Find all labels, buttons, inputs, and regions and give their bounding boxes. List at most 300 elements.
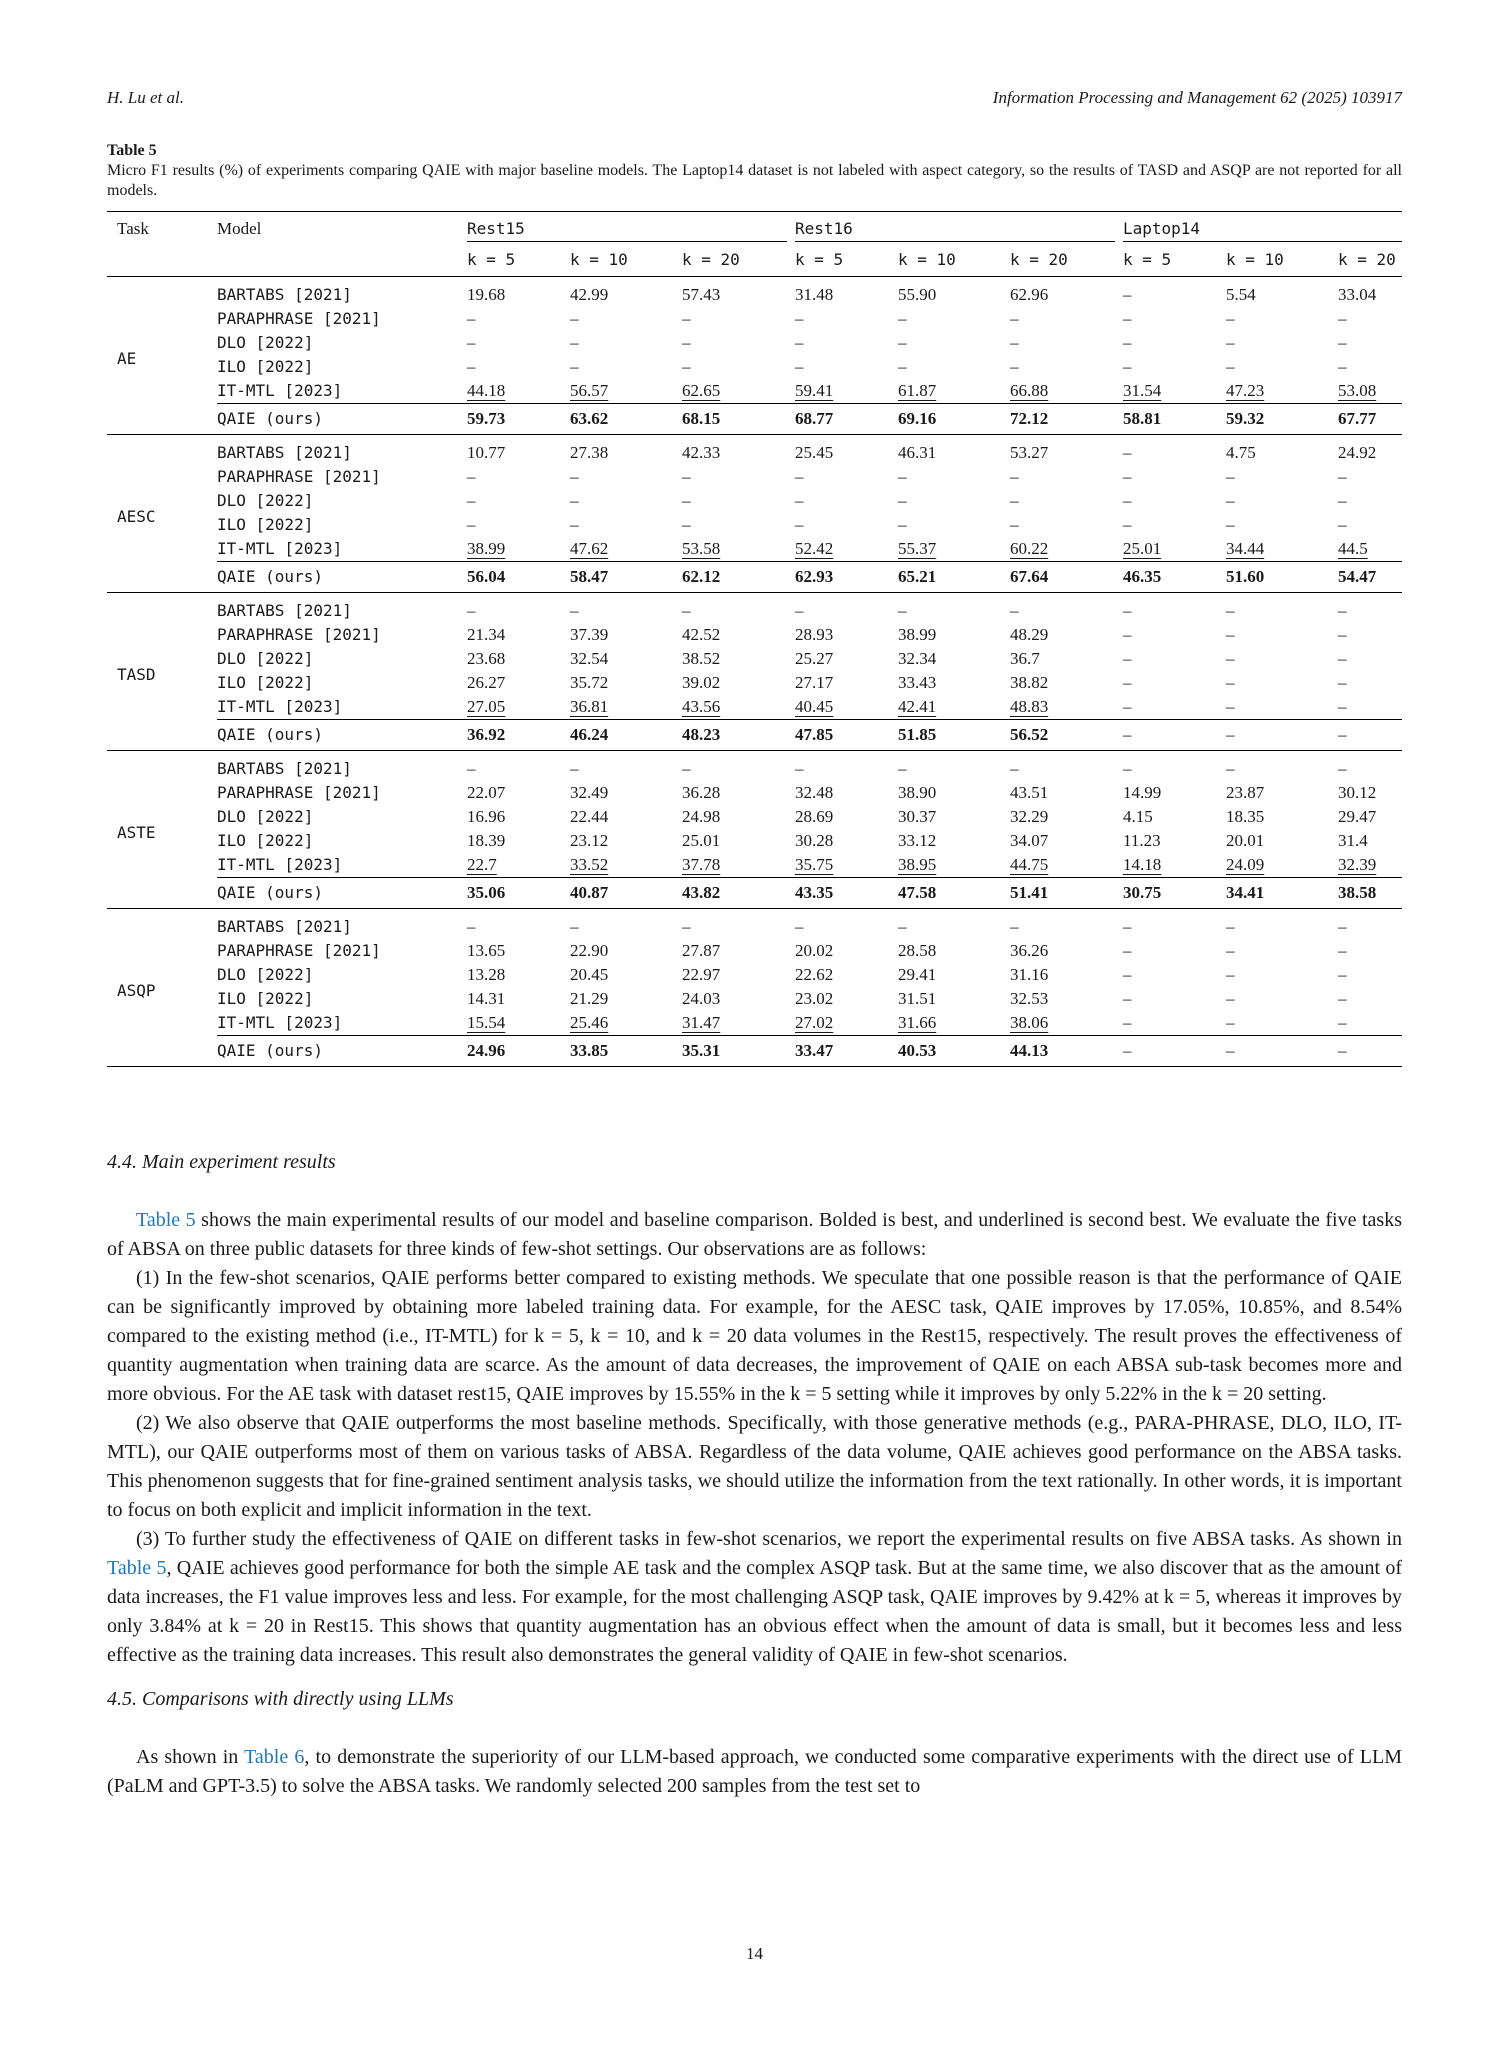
score-cell: – — [467, 917, 476, 936]
score-cell: – — [682, 515, 691, 534]
table-5-link[interactable]: Table 5 — [136, 1209, 196, 1231]
score-cell: 27.02 — [795, 1013, 834, 1032]
score-cell: – — [795, 491, 804, 510]
score-cell: 38.95 — [898, 855, 937, 874]
score-cell: 47.23 — [1226, 381, 1265, 400]
table-row — [107, 909, 1402, 940]
results-table — [107, 211, 1402, 1067]
score-cell: 53.58 — [682, 539, 721, 558]
score-cell: – — [1226, 697, 1235, 716]
score-cell: – — [795, 309, 804, 328]
table-row-ours — [107, 562, 1402, 593]
score-cell-best: – — [1338, 1036, 1402, 1067]
score-cell-best: 44.13 — [1010, 1036, 1123, 1067]
score-cell-best: 59.73 — [467, 404, 570, 435]
score-cell-best: 67.64 — [1010, 562, 1123, 593]
score-cell: – — [1123, 491, 1132, 510]
score-cell: 26.27 — [467, 673, 506, 692]
table-row-ours — [107, 878, 1402, 909]
score-cell: – — [795, 357, 804, 376]
model-name: IT-MTL [2023] — [217, 539, 343, 558]
score-cell: 32.48 — [795, 783, 834, 802]
task-label: ASTE — [107, 751, 217, 909]
score-cell: 38.52 — [682, 649, 721, 668]
score-cell: 28.69 — [795, 807, 834, 826]
model-name: QAIE (ours) — [217, 1036, 467, 1067]
score-cell: 27.05 — [467, 697, 506, 716]
table-caption — [107, 141, 1402, 201]
score-cell-best: 33.85 — [570, 1036, 682, 1067]
score-cell-best: – — [1123, 1036, 1226, 1067]
table-row — [107, 829, 1402, 853]
table-header-row-k — [107, 244, 1402, 277]
score-cell: – — [898, 491, 907, 510]
score-cell: – — [898, 467, 907, 486]
score-cell-best: 68.77 — [795, 404, 898, 435]
header-journal: Information Processing and Management 62 (2025) 103917 — [992, 88, 1402, 107]
score-cell: – — [1226, 515, 1235, 534]
col-header-model: Model — [217, 212, 467, 245]
score-cell: 14.18 — [1123, 855, 1162, 874]
score-cell: 33.52 — [570, 855, 609, 874]
score-cell: 53.08 — [1338, 381, 1377, 400]
dataset-header-laptop14: Laptop14 — [1123, 212, 1402, 245]
score-cell: 36.7 — [1010, 649, 1040, 668]
score-cell: 24.98 — [682, 807, 721, 826]
score-cell-best: 62.93 — [795, 562, 898, 593]
model-name: DLO [2022] — [217, 965, 314, 984]
score-cell: – — [795, 759, 804, 778]
model-name: DLO [2022] — [217, 807, 314, 826]
score-cell: – — [682, 309, 691, 328]
score-cell: 35.75 — [795, 855, 834, 874]
score-cell: 44.5 — [1338, 539, 1368, 558]
score-cell: 24.03 — [682, 989, 721, 1008]
model-name: IT-MTL [2023] — [217, 1013, 343, 1032]
score-cell: 29.47 — [1338, 807, 1377, 826]
score-cell: 25.27 — [795, 649, 834, 668]
score-cell: – — [1226, 1013, 1235, 1032]
running-header — [107, 88, 1402, 112]
model-name: BARTABS [2021] — [217, 917, 352, 936]
model-name: ILO [2022] — [217, 989, 314, 1008]
score-cell: – — [467, 601, 476, 620]
score-cell: 32.29 — [1010, 807, 1049, 826]
score-cell: 48.83 — [1010, 697, 1049, 716]
table-body — [107, 277, 1402, 1067]
score-cell: 32.53 — [1010, 989, 1049, 1008]
score-cell: – — [1123, 965, 1132, 984]
score-cell: – — [898, 601, 907, 620]
score-cell: – — [1123, 285, 1132, 304]
k-header: k = 20 — [1338, 244, 1402, 277]
score-cell: 31.54 — [1123, 381, 1162, 400]
score-cell-best: – — [1226, 720, 1338, 751]
score-cell: 30.28 — [795, 831, 834, 850]
paragraph: (3) To further study the effectiveness of QAIE on different tasks in few-shot scenarios, we report the experimental results on five ABSA tasks. As shown in Table 5, QAIE achieves good performance for both the simple AE task and the complex ASQP task. But at the same time, we also discover that as the amount of data increases, the F1 value improves less and less. For example, for the most challenging ASQP task, QAIE improves by 9.42% at k = 5, whereas it improves by only 3.84% at k = 20 in Rest15. This shows that quantity augmentation has an obvious effect when the amount of data is small, but it becomes less and less effective as the training data increases. This result also demonstrates the general validity of QAIE in few-shot scenarios. — [107, 1528, 1402, 1666]
score-cell: – — [570, 333, 579, 352]
score-cell: – — [1338, 491, 1347, 510]
score-cell: – — [682, 601, 691, 620]
score-cell: – — [1226, 649, 1235, 668]
score-cell: – — [1123, 467, 1132, 486]
score-cell: – — [1338, 309, 1347, 328]
score-cell: – — [467, 759, 476, 778]
score-cell: – — [898, 309, 907, 328]
score-cell: 43.56 — [682, 697, 721, 716]
table-row — [107, 465, 1402, 489]
score-cell-best: 47.58 — [898, 878, 1010, 909]
score-cell: – — [1123, 309, 1132, 328]
score-cell: – — [1226, 309, 1235, 328]
model-name: PARAPHRASE [2021] — [217, 467, 381, 486]
score-cell-best: 36.92 — [467, 720, 570, 751]
score-cell: 20.02 — [795, 941, 834, 960]
score-cell: – — [1123, 625, 1132, 644]
score-cell: 23.12 — [570, 831, 609, 850]
score-cell: 62.65 — [682, 381, 721, 400]
score-cell-best: 51.41 — [1010, 878, 1123, 909]
score-cell: – — [898, 357, 907, 376]
score-cell: 40.45 — [795, 697, 834, 716]
score-cell: – — [1123, 515, 1132, 534]
score-cell: – — [1338, 965, 1347, 984]
table-caption-text: Micro F1 results (%) of experiments comparing QAIE with major baseline models. The Laptop14 dataset is not labeled with aspect category, so the results of TASD and ASQP are not reported for all models. — [107, 162, 1402, 199]
score-cell: – — [1338, 515, 1347, 534]
score-cell: 33.43 — [898, 673, 937, 692]
score-cell: – — [1010, 515, 1019, 534]
score-cell: – — [1338, 673, 1347, 692]
score-cell: – — [1010, 491, 1019, 510]
score-cell: 55.37 — [898, 539, 937, 558]
table-row — [107, 277, 1402, 308]
score-cell: – — [467, 333, 476, 352]
score-cell: – — [467, 357, 476, 376]
score-cell: – — [1010, 309, 1019, 328]
score-cell: – — [1123, 697, 1132, 716]
score-cell: – — [570, 309, 579, 328]
score-cell: – — [795, 917, 804, 936]
table-row — [107, 1011, 1402, 1036]
score-cell: 36.26 — [1010, 941, 1049, 960]
table-row-ours — [107, 404, 1402, 435]
score-cell: – — [1123, 989, 1132, 1008]
section-heading-4-5: 4.5. Comparisons with directly using LLMs — [107, 1688, 454, 1710]
score-cell-best: 59.32 — [1226, 404, 1338, 435]
score-cell: 25.01 — [1123, 539, 1162, 558]
score-cell: 38.06 — [1010, 1013, 1049, 1032]
model-name: DLO [2022] — [217, 491, 314, 510]
score-cell: 32.34 — [898, 649, 937, 668]
score-cell: 14.99 — [1123, 783, 1162, 802]
dataset-header-rest16: Rest16 — [795, 212, 1123, 245]
score-cell: – — [1338, 989, 1347, 1008]
score-cell: 30.37 — [898, 807, 937, 826]
score-cell: 66.88 — [1010, 381, 1049, 400]
score-cell: 5.54 — [1226, 285, 1256, 304]
score-cell: 22.7 — [467, 855, 497, 874]
task-label: ASQP — [107, 909, 217, 1067]
score-cell: 55.90 — [898, 285, 937, 304]
table-row — [107, 671, 1402, 695]
score-cell-best: 35.06 — [467, 878, 570, 909]
score-cell: 31.66 — [898, 1013, 937, 1032]
score-cell: – — [1010, 917, 1019, 936]
score-cell-best: 43.35 — [795, 878, 898, 909]
table-6-link[interactable]: Table 6 — [244, 1746, 305, 1768]
score-cell: 42.99 — [570, 285, 609, 304]
table-row — [107, 489, 1402, 513]
table-row — [107, 853, 1402, 878]
score-cell: – — [467, 515, 476, 534]
score-cell: 13.28 — [467, 965, 506, 984]
score-cell: – — [1338, 649, 1347, 668]
score-cell: 60.22 — [1010, 539, 1049, 558]
score-cell: 30.12 — [1338, 783, 1377, 802]
page-number: 14 — [746, 1944, 763, 1963]
score-cell-best: 69.16 — [898, 404, 1010, 435]
score-cell: – — [682, 467, 691, 486]
table-row — [107, 939, 1402, 963]
score-cell: – — [682, 491, 691, 510]
score-cell: 27.87 — [682, 941, 721, 960]
score-cell: – — [1123, 673, 1132, 692]
score-cell: 53.27 — [1010, 443, 1049, 462]
score-cell: – — [682, 333, 691, 352]
task-label: AE — [107, 277, 217, 435]
score-cell: – — [795, 333, 804, 352]
score-cell: – — [467, 491, 476, 510]
score-cell: – — [1226, 673, 1235, 692]
score-cell: 34.07 — [1010, 831, 1049, 850]
paragraph: As shown in Table 6, to demonstrate the superiority of our LLM-based approach, we conducted some comparative experiments with the direct use of LLM (PaLM and GPT-3.5) to solve the ABSA tasks. We randomly selected 200 samples from the test set to — [107, 1746, 1402, 1797]
score-cell: 48.29 — [1010, 625, 1049, 644]
table-row-ours — [107, 720, 1402, 751]
score-cell: 21.34 — [467, 625, 506, 644]
model-name: BARTABS [2021] — [217, 759, 352, 778]
score-cell: 43.51 — [1010, 783, 1049, 802]
score-cell: – — [1338, 333, 1347, 352]
table-row — [107, 751, 1402, 782]
score-cell: 38.99 — [898, 625, 937, 644]
score-cell: – — [1226, 357, 1235, 376]
score-cell: – — [1123, 443, 1132, 462]
k-header: k = 10 — [898, 244, 1010, 277]
score-cell-best: 56.52 — [1010, 720, 1123, 751]
score-cell-best: 58.81 — [1123, 404, 1226, 435]
score-cell: 20.01 — [1226, 831, 1265, 850]
score-cell: 4.15 — [1123, 807, 1153, 826]
score-cell: – — [1226, 601, 1235, 620]
table-row — [107, 435, 1402, 466]
model-name: ILO [2022] — [217, 831, 314, 850]
table-row — [107, 537, 1402, 562]
model-name: PARAPHRASE [2021] — [217, 783, 381, 802]
score-cell: – — [1123, 917, 1132, 936]
score-cell: 61.87 — [898, 381, 937, 400]
task-label: AESC — [107, 435, 217, 593]
model-name: IT-MTL [2023] — [217, 697, 343, 716]
score-cell: – — [1123, 759, 1132, 778]
score-cell: 10.77 — [467, 443, 506, 462]
table-row — [107, 695, 1402, 720]
score-cell-best: 63.62 — [570, 404, 682, 435]
score-cell-best: 40.87 — [570, 878, 682, 909]
score-cell: 37.39 — [570, 625, 609, 644]
score-cell: – — [570, 759, 579, 778]
score-cell: 24.92 — [1338, 443, 1377, 462]
score-cell: 42.33 — [682, 443, 721, 462]
score-cell: – — [1123, 357, 1132, 376]
score-cell-best: 48.23 — [682, 720, 795, 751]
score-cell: 14.31 — [467, 989, 506, 1008]
score-cell: – — [1226, 491, 1235, 510]
model-name: PARAPHRASE [2021] — [217, 625, 381, 644]
score-cell: – — [1338, 941, 1347, 960]
task-label: TASD — [107, 593, 217, 751]
score-cell: 16.96 — [467, 807, 506, 826]
score-cell: – — [795, 515, 804, 534]
score-cell: 23.87 — [1226, 783, 1265, 802]
score-cell: – — [1123, 601, 1132, 620]
score-cell: – — [1226, 917, 1235, 936]
score-cell: 35.72 — [570, 673, 609, 692]
score-cell: 31.51 — [898, 989, 937, 1008]
score-cell: 11.23 — [1123, 831, 1161, 850]
model-name: ILO [2022] — [217, 357, 314, 376]
score-cell: – — [1226, 333, 1235, 352]
score-cell-best: 68.15 — [682, 404, 795, 435]
score-cell: 28.93 — [795, 625, 834, 644]
score-cell: – — [1338, 357, 1347, 376]
k-header: k = 5 — [1123, 244, 1226, 277]
score-cell: 34.44 — [1226, 539, 1265, 558]
model-name: DLO [2022] — [217, 649, 314, 668]
score-cell: 31.4 — [1338, 831, 1368, 850]
score-cell-best: 58.47 — [570, 562, 682, 593]
body-text — [107, 1148, 1402, 1801]
k-header: k = 10 — [570, 244, 682, 277]
table-row — [107, 781, 1402, 805]
score-cell: 31.48 — [795, 285, 834, 304]
table-row — [107, 805, 1402, 829]
score-cell: 22.44 — [570, 807, 609, 826]
score-cell: – — [1123, 941, 1132, 960]
model-name: IT-MTL [2023] — [217, 381, 343, 400]
score-cell: 25.01 — [682, 831, 721, 850]
table-row — [107, 331, 1402, 355]
score-cell-best: – — [1338, 720, 1402, 751]
score-cell: – — [1010, 357, 1019, 376]
score-cell-best: 47.85 — [795, 720, 898, 751]
section-heading-4-4: 4.4. Main experiment results — [107, 1151, 336, 1173]
model-name: QAIE (ours) — [217, 562, 467, 593]
score-cell: 52.42 — [795, 539, 834, 558]
score-cell: – — [1010, 601, 1019, 620]
score-cell: 62.96 — [1010, 285, 1049, 304]
score-cell: – — [898, 333, 907, 352]
score-cell: – — [1123, 333, 1132, 352]
model-name: QAIE (ours) — [217, 404, 467, 435]
score-cell: – — [467, 467, 476, 486]
table-row — [107, 355, 1402, 379]
score-cell: 21.29 — [570, 989, 609, 1008]
score-cell: 18.35 — [1226, 807, 1265, 826]
table-row-ours — [107, 1036, 1402, 1067]
model-name: IT-MTL [2023] — [217, 855, 343, 874]
score-cell: 57.43 — [682, 285, 721, 304]
score-cell: – — [795, 467, 804, 486]
score-cell: – — [682, 759, 691, 778]
score-cell-best: 35.31 — [682, 1036, 795, 1067]
score-cell: 31.47 — [682, 1013, 721, 1032]
model-name: BARTABS [2021] — [217, 443, 352, 462]
score-cell: 23.02 — [795, 989, 834, 1008]
score-cell: – — [1226, 965, 1235, 984]
score-cell: – — [570, 357, 579, 376]
score-cell-best: 43.82 — [682, 878, 795, 909]
score-cell: – — [1338, 697, 1347, 716]
score-cell: – — [682, 917, 691, 936]
score-cell: 22.07 — [467, 783, 506, 802]
model-name: QAIE (ours) — [217, 720, 467, 751]
score-cell: – — [1338, 759, 1347, 778]
score-cell: 33.12 — [898, 831, 937, 850]
score-cell: 23.68 — [467, 649, 506, 668]
score-cell: 27.38 — [570, 443, 609, 462]
score-cell: – — [1338, 625, 1347, 644]
score-cell: – — [1338, 1013, 1347, 1032]
table-caption-title: Table 5 — [107, 142, 157, 159]
score-cell: 46.31 — [898, 443, 937, 462]
score-cell: – — [795, 601, 804, 620]
model-name: PARAPHRASE [2021] — [217, 941, 381, 960]
score-cell: – — [1010, 759, 1019, 778]
score-cell: 15.54 — [467, 1013, 506, 1032]
score-cell: 32.54 — [570, 649, 609, 668]
score-cell: 36.28 — [682, 783, 721, 802]
score-cell-best: 40.53 — [898, 1036, 1010, 1067]
score-cell-best: 46.24 — [570, 720, 682, 751]
score-cell-best: 62.12 — [682, 562, 795, 593]
score-cell-best: 56.04 — [467, 562, 570, 593]
score-cell-best: 65.21 — [898, 562, 1010, 593]
score-cell: – — [570, 601, 579, 620]
score-cell: – — [1123, 649, 1132, 668]
score-cell: 38.82 — [1010, 673, 1049, 692]
score-cell: – — [570, 491, 579, 510]
dataset-header-rest15: Rest15 — [467, 212, 795, 245]
score-cell: 32.39 — [1338, 855, 1377, 874]
score-cell: – — [467, 309, 476, 328]
score-cell-best: 34.41 — [1226, 878, 1338, 909]
score-cell: – — [898, 515, 907, 534]
score-cell: – — [1226, 759, 1235, 778]
k-header: k = 10 — [1226, 244, 1338, 277]
table-row — [107, 963, 1402, 987]
score-cell: 56.57 — [570, 381, 609, 400]
score-cell-best: 33.47 — [795, 1036, 898, 1067]
table-header-row-datasets — [107, 212, 1402, 245]
table-5-link[interactable]: Table 5 — [107, 1557, 167, 1579]
score-cell-best: 54.47 — [1338, 562, 1402, 593]
score-cell: 25.45 — [795, 443, 834, 462]
score-cell: 32.49 — [570, 783, 609, 802]
score-cell: 25.46 — [570, 1013, 609, 1032]
score-cell: – — [570, 515, 579, 534]
score-cell: 31.16 — [1010, 965, 1049, 984]
table-row — [107, 623, 1402, 647]
